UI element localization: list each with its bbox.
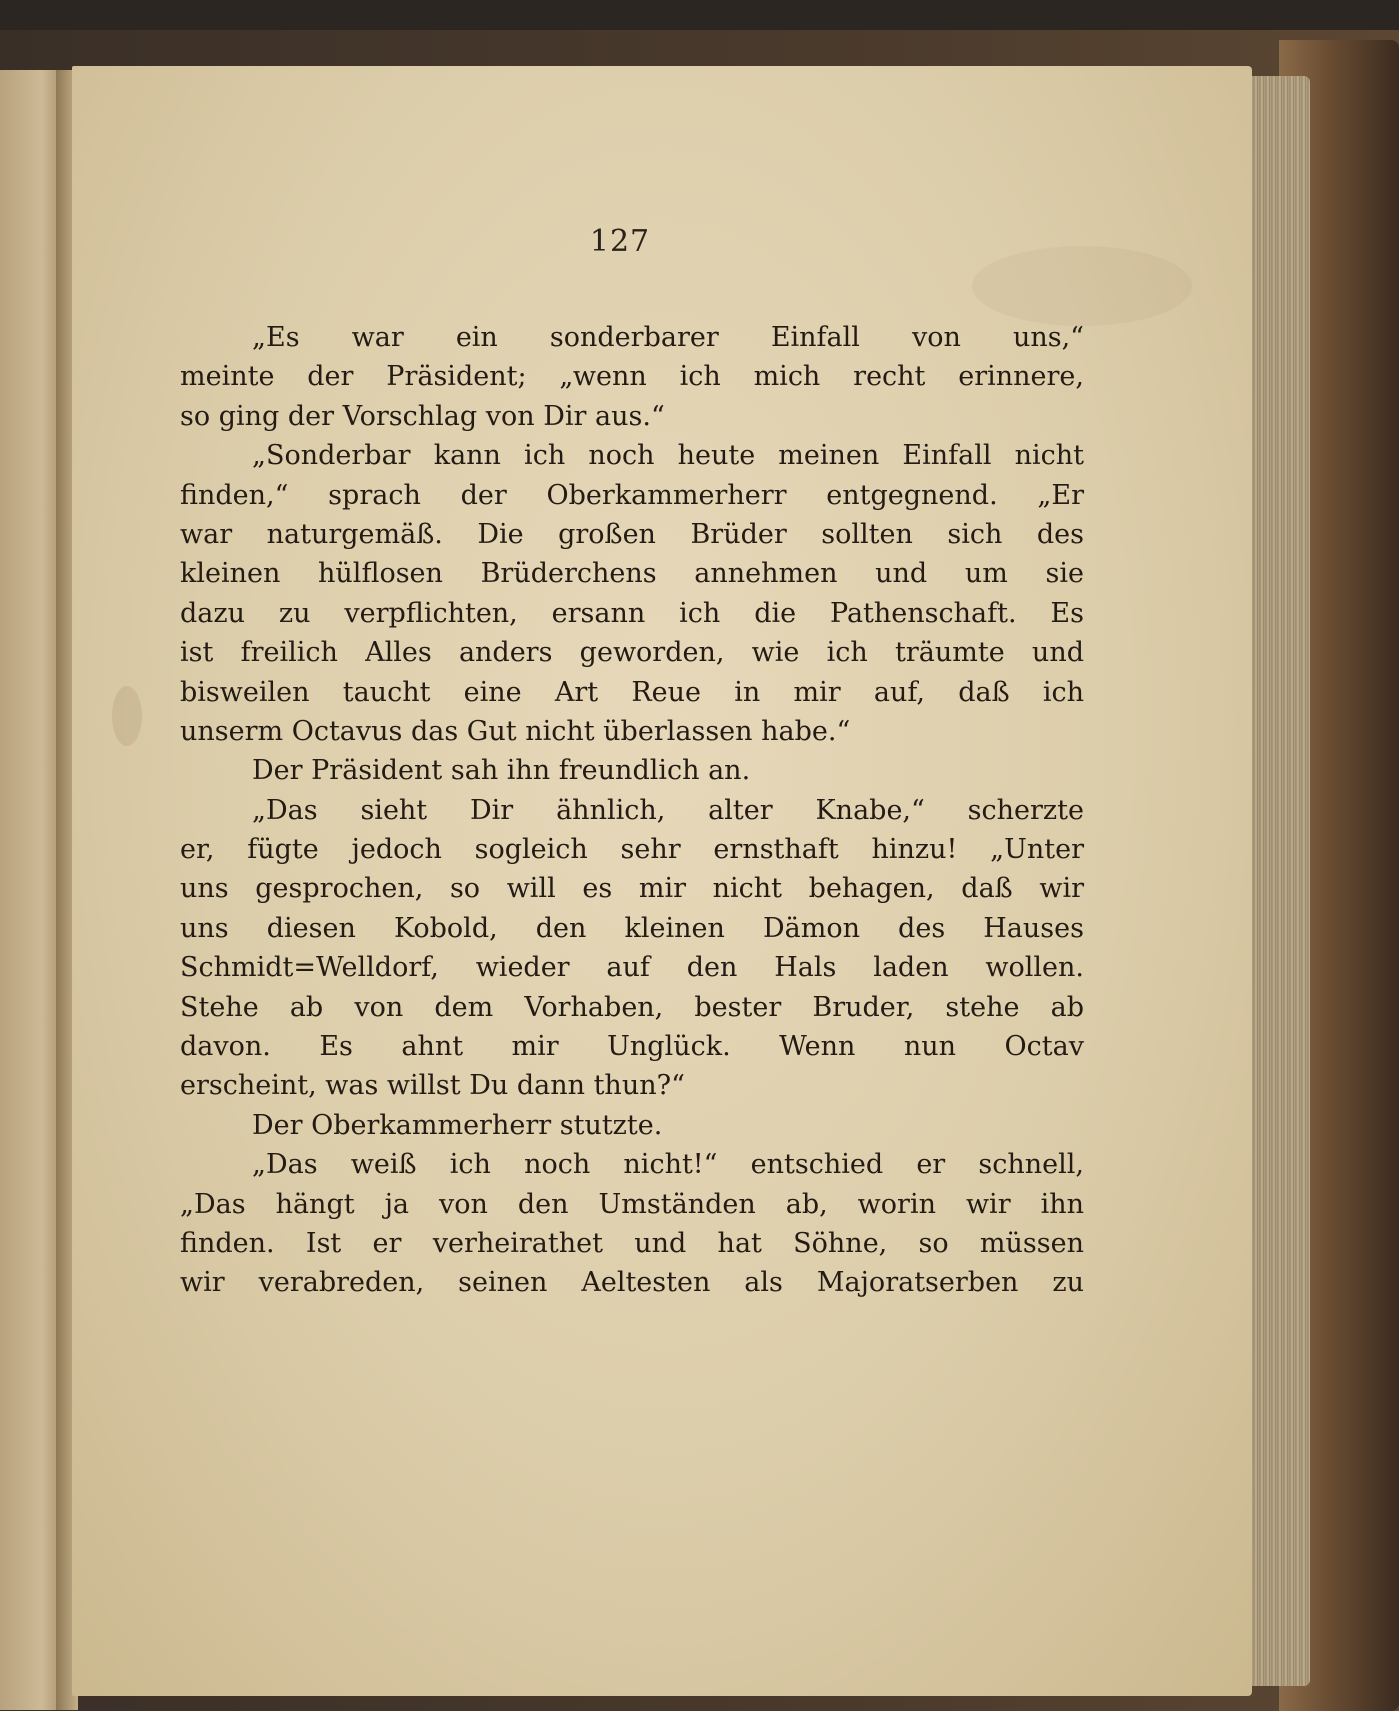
paper-stain: [972, 246, 1192, 326]
page-number: 127: [589, 224, 651, 259]
text-line: wir verabreden, seinen Aeltesten als Majoratserben zu: [180, 1267, 1084, 1299]
page-text: [180, 318, 1084, 1303]
text-line: Der Oberkammerherr stutzte.: [252, 1109, 663, 1141]
text-line: Stehe ab von dem Vorhaben, bester Bruder, stehe ab: [180, 991, 1084, 1023]
text-line: Schmidt=Welldorf, wieder auf den Hals laden wollen.: [180, 952, 1084, 984]
text-line: „Das sieht Dir ähnlich, alter Knabe,“ scherzte: [252, 794, 1084, 826]
text-line: „Es war ein sonderbarer Einfall von uns,“: [252, 322, 1084, 353]
text-line: „Sonderbar kann ich noch heute meinen Einfall nicht: [252, 440, 1084, 472]
text-line: „Das weiß ich noch nicht!“ entschied er schnell,: [252, 1149, 1084, 1181]
text-line: so ging der Vorschlag von Dir aus.“: [180, 400, 665, 432]
text-line: Der Präsident sah ihn freundlich an.: [252, 755, 751, 787]
text-line: war naturgemäß. Die großen Brüder sollten sich des: [180, 518, 1084, 550]
text-line: unserm Octavus das Gut nicht überlassen habe.“: [180, 715, 851, 747]
text-line: uns diesen Kobold, den kleinen Dämon des Hauses: [180, 912, 1084, 944]
text-line: uns gesprochen, so will es mir nicht behagen, daß wir: [180, 873, 1084, 905]
text-line: er, fügte jedoch sogleich sehr ernsthaft hinzu! „Unter: [180, 834, 1084, 866]
text-line: davon. Es ahnt mir Unglück. Wenn nun Octav: [180, 1031, 1084, 1063]
text-line: dazu zu verpflichten, ersann ich die Pathenschaft. Es: [180, 597, 1084, 629]
text-line: kleinen hülflosen Brüderchens annehmen und um sie: [180, 558, 1084, 590]
text-line: finden. Ist er verheirathet und hat Söhne, so müssen: [180, 1227, 1084, 1259]
text-line: meinte der Präsident; „wenn ich mich recht erinnere,: [180, 361, 1084, 393]
paper-stain: [112, 686, 142, 746]
text-line: ist freilich Alles anders geworden, wie ich träumte und: [180, 637, 1084, 669]
text-line: bisweilen taucht eine Art Reue in mir auf, daß ich: [180, 676, 1084, 708]
text-line: finden,“ sprach der Oberkammerherr entgegnend. „Er: [180, 479, 1084, 511]
left-page-edge: [0, 70, 60, 1710]
text-line: „Das hängt ja von den Umständen ab, worin wir ihn: [180, 1188, 1084, 1220]
text-line: erscheint, was willst Du dann thun?“: [180, 1070, 685, 1102]
